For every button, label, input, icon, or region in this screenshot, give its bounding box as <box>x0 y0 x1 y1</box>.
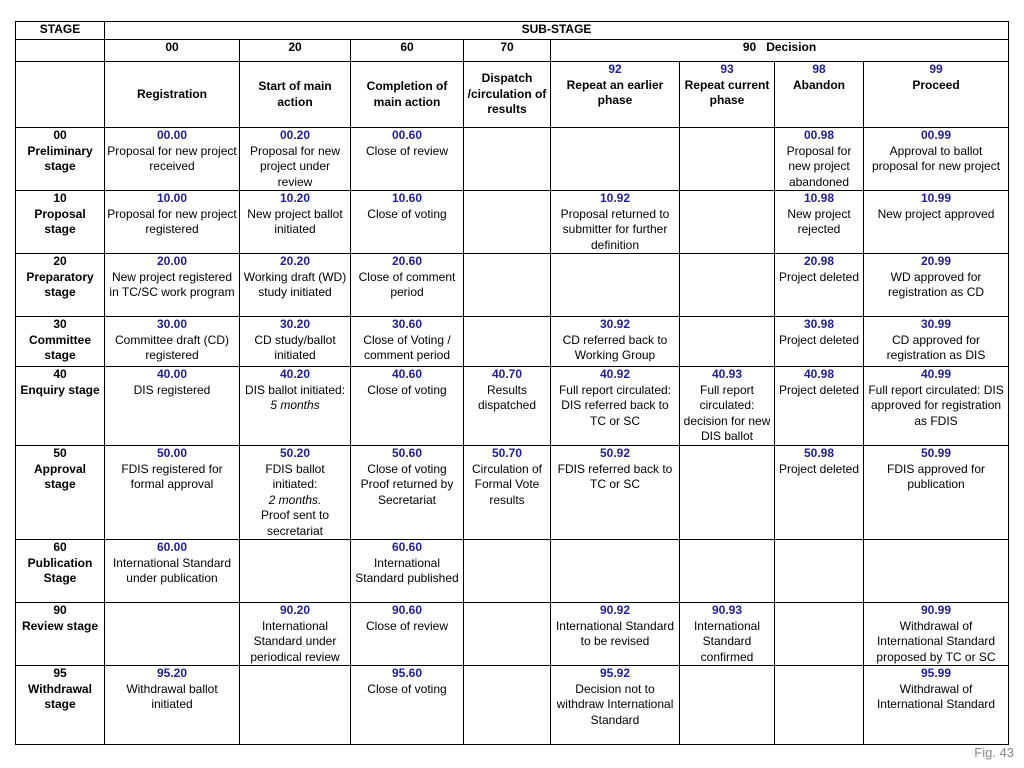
cell-50-70: 50.70 Circulation of Formal Vote results <box>464 446 551 540</box>
code-90-decision <box>551 40 1009 62</box>
cell-50-99: 50.99 FDIS approved for publication <box>864 446 1009 540</box>
table-row-40 <box>16 367 1009 446</box>
cell-40-20: 40.20 DIS ballot initiated: 5 months <box>240 367 351 446</box>
stage-cell-00: 00 Preliminary stage <box>16 128 105 191</box>
cell-00-98: 00.98 Proposal for new project abandoned <box>775 128 864 191</box>
cell-90-93: 90.93 International Standard confirmed <box>680 603 775 666</box>
cell-10-70 <box>464 191 551 254</box>
stage-table <box>15 21 1009 745</box>
cell-20-00: 20.00 New project registered in TC/SC work program <box>105 254 240 317</box>
stage-cell-40: 40 Enquiry stage <box>16 367 105 446</box>
substage-code-row <box>16 40 1009 62</box>
cell-60-92 <box>551 540 680 603</box>
cell-95-92: 95.92 Decision not to withdraw International Standard <box>551 666 680 745</box>
cell-40-98: 40.98 Project deleted <box>775 367 864 446</box>
code-70: 70 <box>464 40 551 62</box>
cell-60-70 <box>464 540 551 603</box>
cell-50-98: 50.98 Project deleted <box>775 446 864 540</box>
cell-60-00: 60.00 International Standard under publication <box>105 540 240 603</box>
table-row-60 <box>16 540 1009 603</box>
cell-00-99: 00.99 Approval to ballot proposal for new project <box>864 128 1009 191</box>
cell-10-00: 10.00 Proposal for new project registered <box>105 191 240 254</box>
col-start-main-action: Start of main action <box>240 62 351 128</box>
code-90: 90 <box>742 40 757 54</box>
table-row-20 <box>16 254 1009 317</box>
cell-60-60: 60.60 International Standard published <box>351 540 464 603</box>
table-row-10 <box>16 191 1009 254</box>
stage-cell-10: 10 Proposal stage <box>16 191 105 254</box>
cell-30-70 <box>464 317 551 367</box>
cell-95-98 <box>775 666 864 745</box>
col-registration: Registration <box>105 62 240 128</box>
cell-95-93 <box>680 666 775 745</box>
col-dispatch: Dispatch /circulation of results <box>464 62 551 128</box>
stage-cell-90: 90 Review stage <box>16 603 105 666</box>
cell-10-98: 10.98 New project rejected <box>775 191 864 254</box>
cell-50-60: 50.60 Close of voting Proof returned by Secretariat <box>351 446 464 540</box>
table-row-90 <box>16 603 1009 666</box>
cell-95-99: 95.99 Withdrawal of International Standard <box>864 666 1009 745</box>
code-20: 20 <box>240 40 351 62</box>
column-title-row <box>16 62 1009 128</box>
cell-40-00: 40.00 DIS registered <box>105 367 240 446</box>
decision-label: Decision <box>766 40 817 54</box>
cell-40-93: 40.93 Full report circulated: decision for new DIS ballot <box>680 367 775 446</box>
cell-20-70 <box>464 254 551 317</box>
cell-50-00: 50.00 FDIS registered for formal approval <box>105 446 240 540</box>
code-60: 60 <box>351 40 464 62</box>
table-row-00 <box>16 128 1009 191</box>
cell-20-99: 20.99 WD approved for registration as CD <box>864 254 1009 317</box>
cell-30-00: 30.00 Committee draft (CD) registered <box>105 317 240 367</box>
substage-header: SUB-STAGE <box>105 22 1009 40</box>
cell-95-60: 95.60 Close of voting <box>351 666 464 745</box>
cell-20-98: 20.98 Project deleted <box>775 254 864 317</box>
cell-60-98 <box>775 540 864 603</box>
table-row-50 <box>16 446 1009 540</box>
cell-30-98: 30.98 Project deleted <box>775 317 864 367</box>
cell-20-92 <box>551 254 680 317</box>
cell-30-60: 30.60 Close of Voting / comment period <box>351 317 464 367</box>
cell-50-20: 50.20 FDIS ballot initiated: 2 months. Proof sent to secretariat <box>240 446 351 540</box>
cell-40-92: 40.92 Full report circulated: DIS referred back to TC or SC <box>551 367 680 446</box>
cell-10-92: 10.92 Proposal returned to submitter for further definition <box>551 191 680 254</box>
cell-40-60: 40.60 Close of voting <box>351 367 464 446</box>
empty-cell <box>16 40 105 62</box>
col-92: 92 Repeat an earlier phase <box>551 62 680 128</box>
col-99: 99 Proceed <box>864 62 1009 128</box>
cell-95-70 <box>464 666 551 745</box>
cell-10-60: 10.60 Close of voting <box>351 191 464 254</box>
cell-00-70 <box>464 128 551 191</box>
cell-90-00 <box>105 603 240 666</box>
cell-90-60: 90.60 Close of review <box>351 603 464 666</box>
cell-50-93 <box>680 446 775 540</box>
figure-number: Fig. 43 <box>974 745 1014 760</box>
stage-cell-60: 60 Publication Stage <box>16 540 105 603</box>
stage-cell-50: 50 Approval stage <box>16 446 105 540</box>
cell-20-20: 20.20 Working draft (WD) study initiated <box>240 254 351 317</box>
col-93: 93 Repeat current phase <box>680 62 775 128</box>
cell-30-99: 30.99 CD approved for registration as DIS <box>864 317 1009 367</box>
stage-cell-30: 30 Committee stage <box>16 317 105 367</box>
cell-40-99: 40.99 Full report circulated: DIS approved for registration as FDIS <box>864 367 1009 446</box>
cell-90-99: 90.99 Withdrawal of International Standard proposed by TC or SC <box>864 603 1009 666</box>
table-row-95 <box>16 666 1009 745</box>
cell-30-92: 30.92 CD referred back to Working Group <box>551 317 680 367</box>
cell-60-93 <box>680 540 775 603</box>
cell-30-20: 30.20 CD study/ballot initiated <box>240 317 351 367</box>
cell-40-70: 40.70 Results dispatched <box>464 367 551 446</box>
stage-header: STAGE <box>16 22 105 40</box>
code-00: 00 <box>105 40 240 62</box>
cell-95-20 <box>240 666 351 745</box>
cell-90-98 <box>775 603 864 666</box>
cell-60-99 <box>864 540 1009 603</box>
cell-00-00: 00.00 Proposal for new project received <box>105 128 240 191</box>
stage-cell-20: 20 Preparatory stage <box>16 254 105 317</box>
cell-95-00: 95.20 Withdrawal ballot initiated <box>105 666 240 745</box>
cell-90-92: 90.92 International Standard to be revised <box>551 603 680 666</box>
cell-90-70 <box>464 603 551 666</box>
empty-cell <box>16 62 105 128</box>
table-row-30 <box>16 317 1009 367</box>
table-header-row <box>16 22 1009 40</box>
cell-50-92: 50.92 FDIS referred back to TC or SC <box>551 446 680 540</box>
cell-30-93 <box>680 317 775 367</box>
cell-60-20 <box>240 540 351 603</box>
cell-10-93 <box>680 191 775 254</box>
cell-20-93 <box>680 254 775 317</box>
cell-10-20: 10.20 New project ballot initiated <box>240 191 351 254</box>
cell-10-99: 10.99 New project approved <box>864 191 1009 254</box>
cell-00-20: 00.20 Proposal for new project under review <box>240 128 351 191</box>
col-98: 98 Abandon <box>775 62 864 128</box>
col-completion-main-action: Completion of main action <box>351 62 464 128</box>
cell-20-60: 20.60 Close of comment period <box>351 254 464 317</box>
cell-00-92 <box>551 128 680 191</box>
stage-cell-95: 95 Withdrawal stage <box>16 666 105 745</box>
cell-00-93 <box>680 128 775 191</box>
cell-00-60: 00.60 Close of review <box>351 128 464 191</box>
cell-90-20: 90.20 International Standard under periodical review <box>240 603 351 666</box>
